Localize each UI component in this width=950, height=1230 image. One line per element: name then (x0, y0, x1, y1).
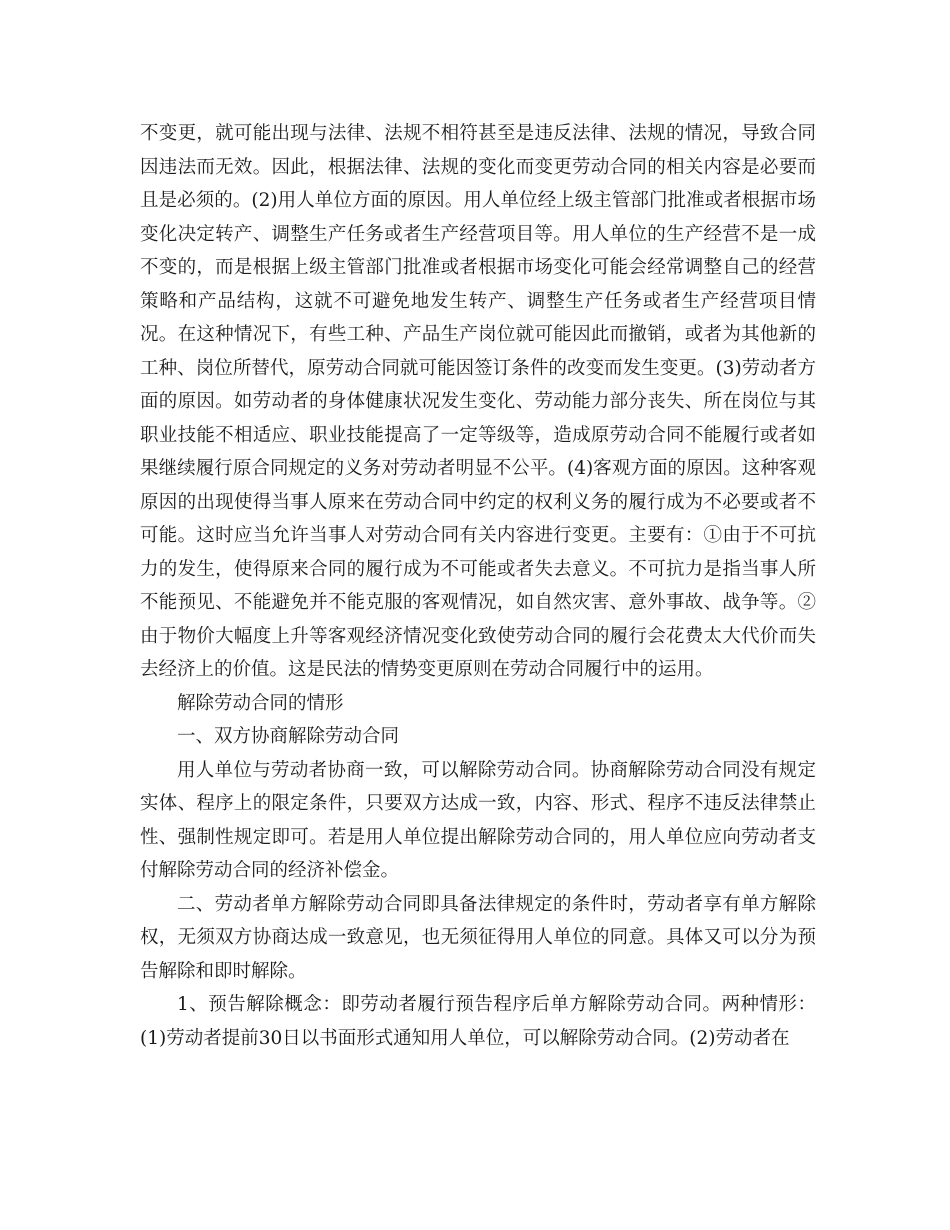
subheading-mutual-termination: 一、双方协商解除劳动合同 (177, 726, 400, 747)
document-body (140, 117, 816, 1055)
paragraph-worker-unilateral-termination: 二、劳动者单方解除劳动合同即具备法律规定的条件时，劳动者享有单方解除权，无须双方协商达成一致意见，也无须征得用人单位的同意。具体又可以分为预告解除和即时解除。 (140, 893, 816, 982)
paragraph-contract-change-reasons: 不变更，就可能出现与法律、法规不相符甚至是违反法律、法规的情况，导致合同因违法而无效。因此，根据法律、法规的变化而变更劳动合同的相关内容是必要而且是必须的。(2)用人单位方面的原因。用人单位经上级主管部门批准或者根据市场变化决定转产、调整生产任务或者生产经营项目等。用人单位的生产经营不是一成不变的，而是根据上级主管部门批准或者根据市场变化可能会经常调整自己的经营策略和产品结构，这就不可避免地发生转产、调整生产任务或者生产经营项目情况。在这种情况下，有些工种、产品生产岗位就可能因此而撤销，或者为其他新的工种、岗位所替代，原劳动合同就可能因签订条件的改变而发生变更。(3)劳动者方面的原因。如劳动者的身体健康状况发生变化、劳动能力部分丧失、所在岗位与其职业技能不相适应、职业技能提高了一定等级等，造成原劳动合同不能履行或者如果继续履行原合同规定的义务对劳动者明显不公平。(4)客观方面的原因。这种客观原因的出现使得当事人原来在劳动合同中约定的权利义务的履行成为不必要或者不可能。这时应当允许当事人对劳动合同有关内容进行变更。主要有：①由于不可抗力的发生，使得原来合同的履行成为不可能或者失去意义。不可抗力是指当事人所不能预见、不能避免并不能克服的客观情况，如自然灾害、意外事故、战争等。②由于物价大幅度上升等客观经济情况变化致使劳动合同的履行会花费太大代价而失去经济上的价值。这是民法的情势变更原则在劳动合同履行中的运用。 (140, 123, 816, 680)
section-heading-termination-cases: 解除劳动合同的情形 (177, 692, 344, 714)
paragraph-advance-notice-termination: 1、预告解除概念：即劳动者履行预告程序后单方解除劳动合同。两种情形：(1)劳动者提前30日以书面形式通知用人单位，可以解除劳动合同。(2)劳动者在 (140, 994, 816, 1049)
paragraph-mutual-termination: 用人单位与劳动者协商一致，可以解除劳动合同。协商解除劳动合同没有规定实体、程序上的限定条件，只要双方达成一致，内容、形式、程序不违反法律禁止性、强制性规定即可。若是用人单位提出解除劳动合同的，用人单位应向劳动者支付解除劳动合同的经济补偿金。 (140, 759, 816, 881)
